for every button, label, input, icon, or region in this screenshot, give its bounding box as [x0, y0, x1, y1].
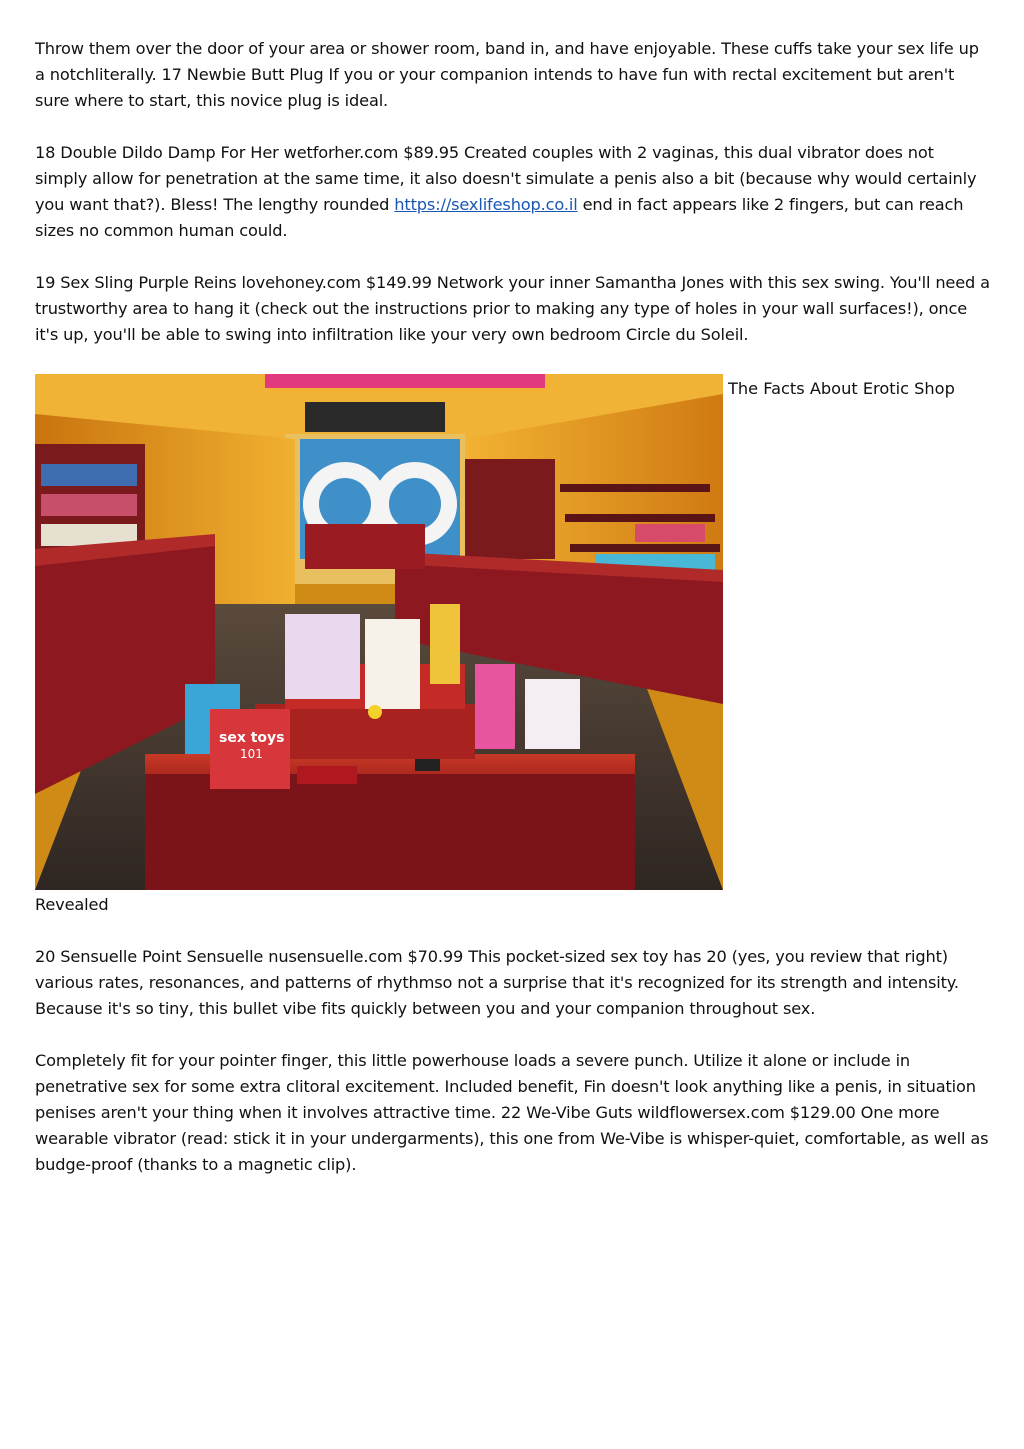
sex-toys-sign-line2: 101	[240, 747, 263, 761]
figure-row	[35, 374, 990, 890]
paragraph-cuffs-plug: Throw them over the door of your area or shower room, band in, and have enjoyable. These cuffs take your sex life up a notchliterally. 17 Newbie Butt Plug If you or your companion intends to have fun with rectal excitement but aren't sure where to start, this novice plug is ideal.	[35, 39, 979, 110]
document-page	[35, 36, 990, 1204]
paragraph-double-dildo-text-end: end in fact appears like 2 fingers, but can reach sizes no common human could.	[35, 195, 964, 240]
section-heading: The Facts About Erotic Shop	[728, 379, 955, 398]
paragraph-sex-sling: 19 Sex Sling Purple Reins lovehoney.com $149.99 Network your inner Samantha Jones with this sex swing. You'll need a trustworthy area to hang it (check out the instructions prior to making any type of holes in your wall surfaces!), once it's up, you'll be able to swing into infiltration like your very own bedroom Circle du Soleil.	[35, 273, 990, 344]
paragraph-fin-wevibe: Completely fit for your pointer finger, this little powerhouse loads a severe punch. Utilize it alone or include in penetrative sex for some extra clitoral excitement. Included benefit, Fin doesn't look anything like a penis, in situation penises aren't your thing when it involves attractive time. 22 We-Vibe Guts wildflowersex.com $129.00 One more wearable vibrator (read: stick it in your undergarments), this one from We-Vibe is whisper-quiet, comfortable, as well as budge-proof (thanks to a magnetic clip).	[35, 1051, 989, 1174]
paragraph-double-dildo-text-start: 18 Double Dildo Damp For Her wetforher.com $89.95 Created couples with 2 vaginas, this dual vibrator does not simply allow for penetration at the same time, it also doesn't simulate a penis also a bit (because why would certainly you want that?). Bless! The lengthy rounded	[35, 143, 977, 214]
sex-toys-sign-line1: sex toys	[219, 730, 285, 746]
store-interior-photo	[35, 374, 723, 890]
paragraph-sensuelle-point: 20 Sensuelle Point Sensuelle nusensuelle.com $70.99 This pocket-sized sex toy has 20 (yes, you review that right) various rates, resonances, and patterns of rhythmso not a surprise that it's recognized for its strength and intensity. Because it's so tiny, this bullet vibe fits quickly between you and your companion throughout sex.	[35, 947, 959, 1018]
section-heading-continued: Revealed	[35, 895, 109, 914]
paragraph-double-dildo	[35, 140, 990, 244]
sexlifeshop-link[interactable]: https://sexlifeshop.co.il	[394, 195, 578, 214]
